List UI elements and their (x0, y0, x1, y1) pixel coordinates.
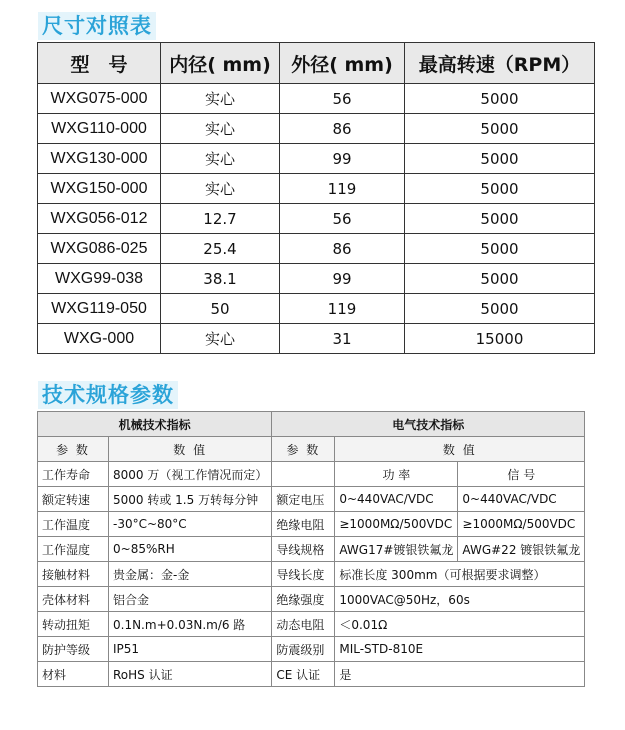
header-model: 型 号 (38, 43, 161, 84)
elec-value: 是 (335, 662, 585, 687)
mech-value: IP51 (109, 637, 272, 662)
inner-diameter-cell: 实心 (161, 324, 280, 354)
inner-diameter-cell: 实心 (161, 144, 280, 174)
size-table-row (38, 144, 595, 174)
inner-diameter-cell: 实心 (161, 84, 280, 114)
outer-diameter-cell: 31 (280, 324, 405, 354)
elec-group-header: 电气技术指标 (272, 412, 585, 437)
mech-value-header: 数 值 (109, 437, 272, 462)
elec-power-value: AWG17#镀银铁氟龙 (335, 537, 458, 562)
outer-diameter-cell: 99 (280, 264, 405, 294)
mech-param: 工作湿度 (38, 537, 109, 562)
elec-param-empty (272, 462, 335, 487)
mech-value: -30°C~80°C (109, 512, 272, 537)
mech-param: 工作温度 (38, 512, 109, 537)
elec-param: 动态电阻 (272, 612, 335, 637)
elec-param: 绝缘电阻 (272, 512, 335, 537)
mech-param: 工作寿命 (38, 462, 109, 487)
max-speed-cell: 5000 (405, 114, 595, 144)
model-cell: WXG150-000 (38, 174, 161, 204)
spec-row (38, 537, 585, 562)
model-cell: WXG130-000 (38, 144, 161, 174)
size-table-row (38, 234, 595, 264)
header-max-speed: 最高转速（RPM） (405, 43, 595, 84)
max-speed-cell: 5000 (405, 174, 595, 204)
inner-diameter-cell: 实心 (161, 114, 280, 144)
mech-value: 贵金属：金-金 (109, 562, 272, 587)
mech-value: RoHS 认证 (109, 662, 272, 687)
inner-diameter-cell: 38.1 (161, 264, 280, 294)
max-speed-cell: 15000 (405, 324, 595, 354)
size-comparison-table (37, 42, 595, 354)
spec-row (38, 462, 585, 487)
elec-power-value: ≥1000MΩ/500VDC (335, 512, 458, 537)
outer-diameter-cell: 99 (280, 144, 405, 174)
mech-param-header: 参 数 (38, 437, 109, 462)
elec-param: 绝缘强度 (272, 587, 335, 612)
size-table-row (38, 84, 595, 114)
size-table-row (38, 204, 595, 234)
mech-param: 转动扭矩 (38, 612, 109, 637)
spec-row (38, 612, 585, 637)
mech-param: 接触材料 (38, 562, 109, 587)
elec-signal-value: ≥1000MΩ/500VDC (458, 512, 585, 537)
size-table-row (38, 114, 595, 144)
size-table-row (38, 294, 595, 324)
max-speed-cell: 5000 (405, 294, 595, 324)
model-cell: WXG119-050 (38, 294, 161, 324)
model-cell: WXG99-038 (38, 264, 161, 294)
outer-diameter-cell: 86 (280, 234, 405, 264)
elec-param: 导线规格 (272, 537, 335, 562)
signal-label: 信 号 (458, 462, 585, 487)
mech-param: 额定转速 (38, 487, 109, 512)
spec-group-row (38, 412, 585, 437)
max-speed-cell: 5000 (405, 144, 595, 174)
mech-value: 0.1N.m+0.03N.m/6 路 (109, 612, 272, 637)
elec-value: ＜0.01Ω (335, 612, 585, 637)
model-cell: WXG056-012 (38, 204, 161, 234)
outer-diameter-cell: 119 (280, 294, 405, 324)
elec-value-header: 数 值 (335, 437, 585, 462)
outer-diameter-cell: 56 (280, 84, 405, 114)
max-speed-cell: 5000 (405, 264, 595, 294)
elec-power-value: 0~440VAC/VDC (335, 487, 458, 512)
spec-section-title: 技术规格参数 (38, 381, 178, 409)
model-cell: WXG075-000 (38, 84, 161, 114)
mech-param: 材料 (38, 662, 109, 687)
size-section-title: 尺寸对照表 (38, 12, 156, 40)
elec-signal-value: AWG#22 镀银铁氟龙 (458, 537, 585, 562)
outer-diameter-cell: 119 (280, 174, 405, 204)
inner-diameter-cell: 25.4 (161, 234, 280, 264)
spec-table (37, 411, 585, 687)
inner-diameter-cell: 12.7 (161, 204, 280, 234)
size-table-row (38, 174, 595, 204)
elec-value: MIL-STD-810E (335, 637, 585, 662)
power-label: 功 率 (335, 462, 458, 487)
max-speed-cell: 5000 (405, 204, 595, 234)
mech-value: 5000 转或 1.5 万转每分钟 (109, 487, 272, 512)
spec-row (38, 487, 585, 512)
outer-diameter-cell: 86 (280, 114, 405, 144)
inner-diameter-cell: 50 (161, 294, 280, 324)
header-outer-diameter: 外径( mm) (280, 43, 405, 84)
mech-value: 0~85%RH (109, 537, 272, 562)
header-inner-diameter: 内径( mm) (161, 43, 280, 84)
spec-row (38, 512, 585, 537)
spec-row (38, 662, 585, 687)
spec-row (38, 562, 585, 587)
model-cell: WXG-000 (38, 324, 161, 354)
spec-row (38, 637, 585, 662)
elec-value: 标准长度 300mm（可根据要求调整） (335, 562, 585, 587)
mech-group-header: 机械技术指标 (38, 412, 272, 437)
outer-diameter-cell: 56 (280, 204, 405, 234)
size-table-header-row (38, 43, 595, 84)
mech-param: 防护等级 (38, 637, 109, 662)
elec-value: 1000VAC@50Hz，60s (335, 587, 585, 612)
elec-param: CE 认证 (272, 662, 335, 687)
size-table-row (38, 264, 595, 294)
elec-param: 防震级别 (272, 637, 335, 662)
spec-row (38, 587, 585, 612)
max-speed-cell: 5000 (405, 84, 595, 114)
elec-param: 导线长度 (272, 562, 335, 587)
model-cell: WXG086-025 (38, 234, 161, 264)
elec-param-header: 参 数 (272, 437, 335, 462)
spec-sub-header-row (38, 437, 585, 462)
inner-diameter-cell: 实心 (161, 174, 280, 204)
size-table-row (38, 324, 595, 354)
mech-param: 壳体材料 (38, 587, 109, 612)
elec-signal-value: 0~440VAC/VDC (458, 487, 585, 512)
elec-param: 额定电压 (272, 487, 335, 512)
mech-value: 8000 万（视工作情况而定） (109, 462, 272, 487)
mech-value: 铝合金 (109, 587, 272, 612)
model-cell: WXG110-000 (38, 114, 161, 144)
max-speed-cell: 5000 (405, 234, 595, 264)
